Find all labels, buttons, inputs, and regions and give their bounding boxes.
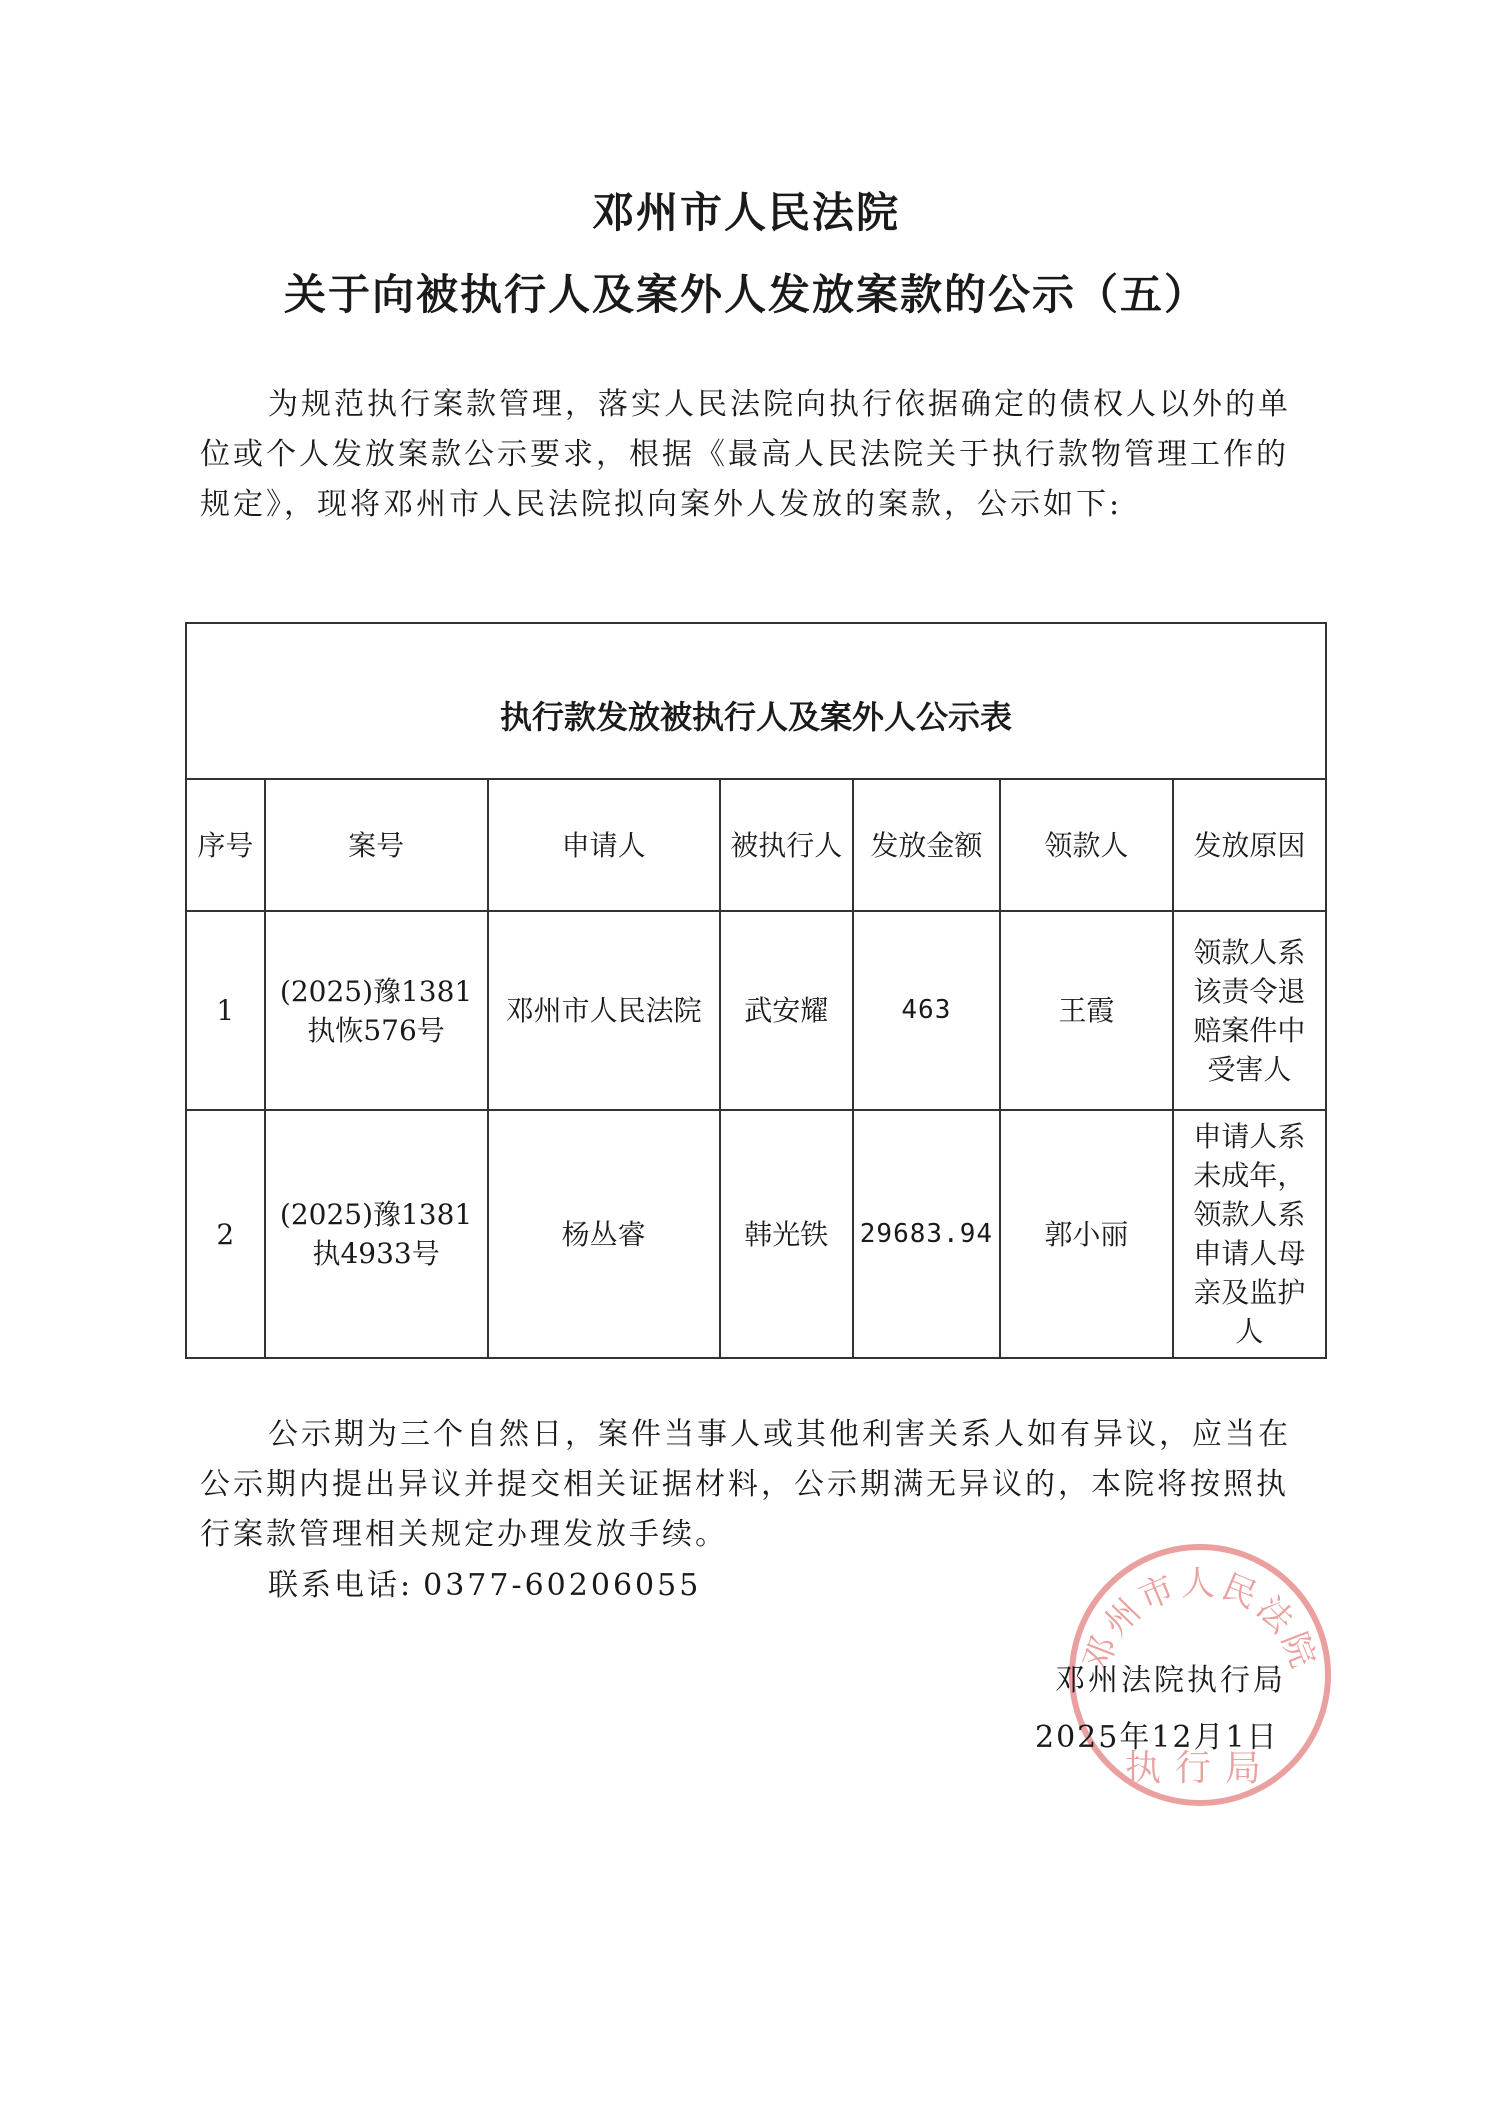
cell-no: 1 xyxy=(186,911,265,1110)
header-case-no: 案号 xyxy=(265,779,488,911)
contact-phone: 0377-60206055 xyxy=(423,1568,702,1603)
cell-case-no: (2025)豫1381执4933号 xyxy=(265,1110,488,1358)
intro-paragraph xyxy=(200,380,1310,530)
signature-org: 邓州法院执行局 xyxy=(1055,1663,1286,1698)
header-applicant: 申请人 xyxy=(488,779,720,911)
header-no: 序号 xyxy=(186,779,265,911)
signature-date: 2025年12月1日 xyxy=(1035,1720,1279,1755)
cell-debtor: 韩光铁 xyxy=(720,1110,853,1358)
contact-label: 联系电话: xyxy=(268,1568,414,1603)
cell-reason: 领款人系该责令退赔案件中受害人 xyxy=(1173,911,1326,1110)
table-row xyxy=(186,911,1326,1110)
header-amount: 发放金额 xyxy=(853,779,1000,911)
cell-case-no: (2025)豫1381执恢576号 xyxy=(265,911,488,1110)
contact-line xyxy=(268,1560,701,1604)
disbursement-table xyxy=(185,622,1327,1359)
svg-text:执行局: 执行局 xyxy=(1124,1748,1276,1789)
document-title: 关于向被执行人及案外人发放案款的公示（五） xyxy=(283,270,1208,319)
table-caption: 执行款发放被执行人及案外人公示表 xyxy=(186,623,1326,779)
header-debtor: 被执行人 xyxy=(720,779,853,911)
table-header-row xyxy=(186,779,1326,911)
header-reason: 发放原因 xyxy=(1173,779,1326,911)
notice-period-paragraph xyxy=(200,1410,1310,1560)
cell-debtor: 武安耀 xyxy=(720,911,853,1110)
court-name: 邓州市人民法院 xyxy=(591,188,900,237)
svg-text:邓州市人民法院: 邓州市人民法院 xyxy=(1075,1564,1325,1677)
cell-amount: 29683.94 xyxy=(853,1110,1000,1358)
cell-applicant: 杨丛睿 xyxy=(488,1110,720,1358)
header-payee: 领款人 xyxy=(1000,779,1173,911)
notice-period-text: 公示期为三个自然日，案件当事人或其他利害关系人如有异议，应当在公示期内提出异议并提交相关证据材料，公示期满无异议的，本院将按照执行案款管理相关规定办理发放手续。 xyxy=(200,1417,1291,1552)
cell-payee: 郭小丽 xyxy=(1000,1110,1173,1358)
cell-reason: 申请人系未成年，领款人系申请人母亲及监护人 xyxy=(1173,1110,1326,1358)
cell-no: 2 xyxy=(186,1110,265,1358)
intro-text: 为规范执行案款管理，落实人民法院向执行依据确定的债权人以外的单位或个人发放案款公示要求，根据《最高人民法院关于执行款物管理工作的规定》，现将邓州市人民法院拟向案外人发放的案款，公示如下: xyxy=(200,387,1291,522)
table-row xyxy=(186,1110,1326,1358)
cell-payee: 王霞 xyxy=(1000,911,1173,1110)
cell-applicant: 邓州市人民法院 xyxy=(488,911,720,1110)
cell-amount: 463 xyxy=(853,911,1000,1110)
